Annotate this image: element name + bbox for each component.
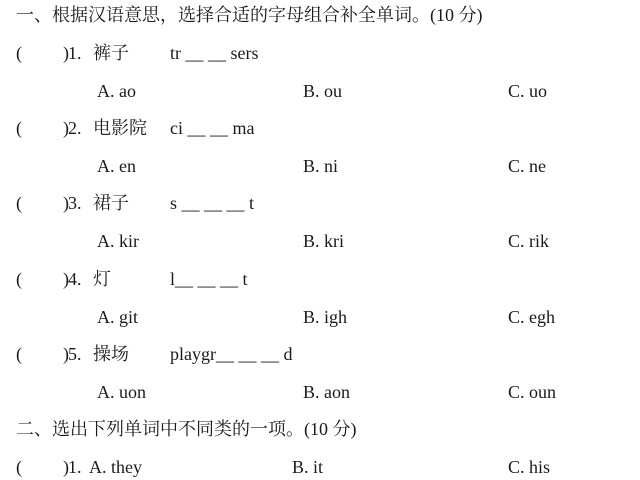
option-c: C. his	[508, 457, 551, 477]
option-a: A. git	[97, 307, 139, 327]
question-number: 2.	[68, 118, 82, 138]
chinese-meaning: 操场	[93, 344, 129, 364]
answer-paren-open[interactable]: (	[16, 269, 22, 289]
chinese-meaning: 裙子	[93, 193, 129, 213]
answer-paren-open[interactable]: (	[16, 344, 22, 364]
question-number: 1.	[68, 43, 82, 63]
incomplete-word: l__ __ __ t	[170, 269, 248, 289]
option-b: B. aon	[303, 382, 350, 402]
section-1-title: 一、根据汉语意思，选择合适的字母组合补全单词。(10 分)	[16, 5, 483, 25]
answer-paren-open[interactable]: (	[16, 118, 22, 138]
answer-paren-close: )	[63, 457, 69, 477]
question-number: 3.	[68, 193, 82, 213]
option-a: A. they	[89, 457, 142, 477]
option-b: B. it	[292, 457, 324, 477]
question-number: 4.	[68, 269, 82, 289]
option-b: B. igh	[303, 307, 348, 327]
answer-paren-open[interactable]: (	[16, 193, 22, 213]
incomplete-word: tr __ __ sers	[170, 43, 259, 63]
option-b: B. kri	[303, 231, 345, 251]
option-a: A. uon	[97, 382, 146, 402]
option-c: C. oun	[508, 382, 557, 402]
answer-paren-close: )	[63, 193, 69, 213]
option-b: B. ou	[303, 81, 343, 101]
option-c: C. egh	[508, 307, 555, 327]
answer-paren-close: )	[63, 269, 69, 289]
question-number: 1.	[68, 457, 82, 477]
chinese-meaning: 电影院	[93, 118, 147, 138]
option-c: C. ne	[508, 156, 546, 176]
answer-paren-open[interactable]: (	[16, 457, 22, 477]
option-b: B. ni	[303, 156, 339, 176]
incomplete-word: ci __ __ ma	[170, 118, 255, 138]
option-c: C. rik	[508, 231, 550, 251]
option-a: A. kir	[97, 231, 139, 251]
answer-paren-close: )	[63, 344, 69, 364]
section-2-title: 二、选出下列单词中不同类的一项。(10 分)	[16, 419, 357, 439]
question-number: 5.	[68, 344, 82, 364]
incomplete-word: playgr__ __ __ d	[170, 344, 293, 364]
answer-paren-close: )	[63, 43, 69, 63]
answer-paren-open[interactable]: (	[16, 43, 22, 63]
option-a: A. en	[97, 156, 136, 176]
option-c: C. uo	[508, 81, 548, 101]
incomplete-word: s __ __ __ t	[170, 193, 255, 213]
chinese-meaning: 灯	[93, 269, 111, 289]
chinese-meaning: 裤子	[93, 43, 129, 63]
option-a: A. ao	[97, 81, 136, 101]
answer-paren-close: )	[63, 118, 69, 138]
